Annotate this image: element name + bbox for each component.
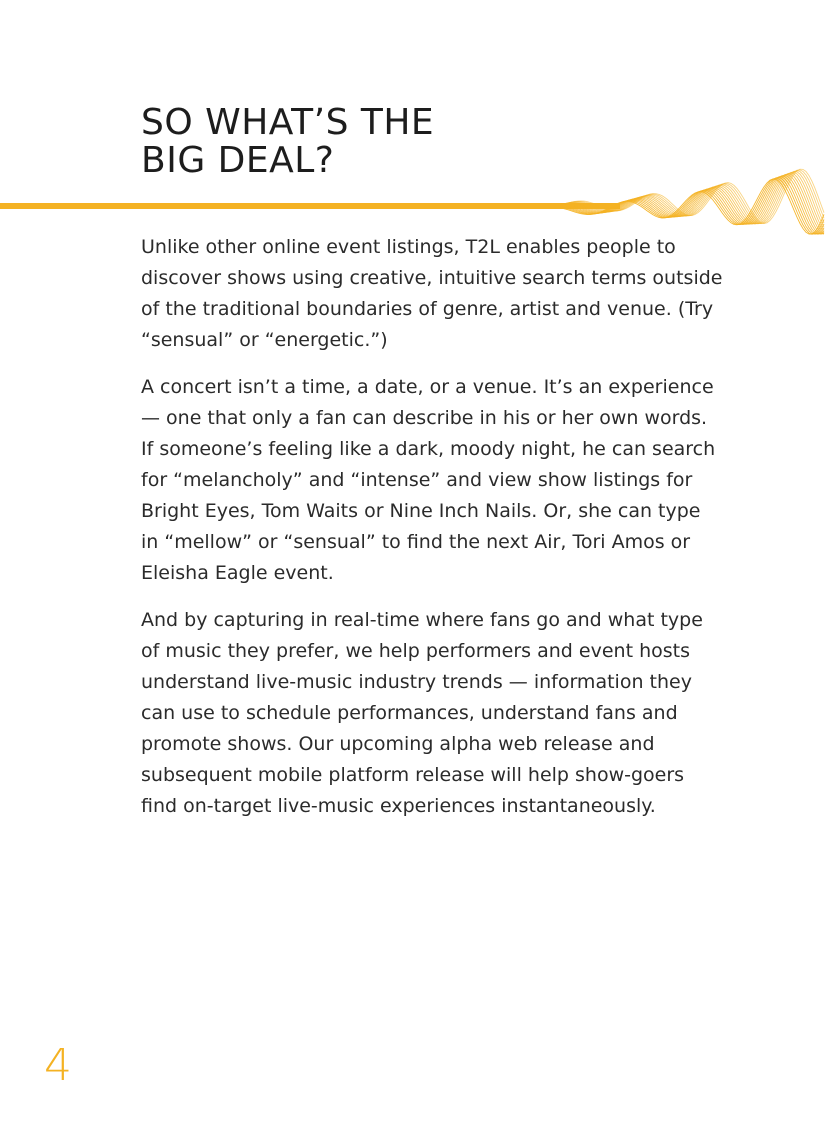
paragraph-3: And by capturing in real-time where fans go and what type of music they prefer, we help performers and event hosts understand live-music industry trends — information they can use to schedule performances, understand fans and promote shows. Our upcoming alpha web release and subsequent mobile platform release will help show-goers find on-target live-music experiences instantaneously.: [141, 609, 703, 817]
sound-wave-line: [560, 175, 824, 234]
accent-rule: [0, 203, 620, 209]
sound-wave-line: [560, 179, 824, 234]
heading-line-1: SO WHAT’S THE: [141, 102, 435, 143]
heading-line-2: BIG DEAL?: [141, 140, 335, 181]
page-number: 4: [44, 1040, 72, 1091]
paragraph-1: Unlike other online event listings, T2L enables people to discover shows using creative, intuitive search terms outside of the traditional boundaries of genre, artist and venue. (Try “sensual” or “energetic.”): [141, 236, 723, 351]
body-text: [141, 232, 741, 838]
paragraph-2: A concert isn’t a time, a date, or a venue. It’s an experience — one that only a fan can describe in his or her own words. If someone’s feeling like a dark, moody night, he can search for “melancholy” and “intense” and view show listings for Bright Eyes, Tom Waits or Nine Inch Nails. Or, she can type in “mellow” or “sensual” to find the next Air, Tori Amos or Eleisha Eagle event.: [141, 376, 716, 584]
